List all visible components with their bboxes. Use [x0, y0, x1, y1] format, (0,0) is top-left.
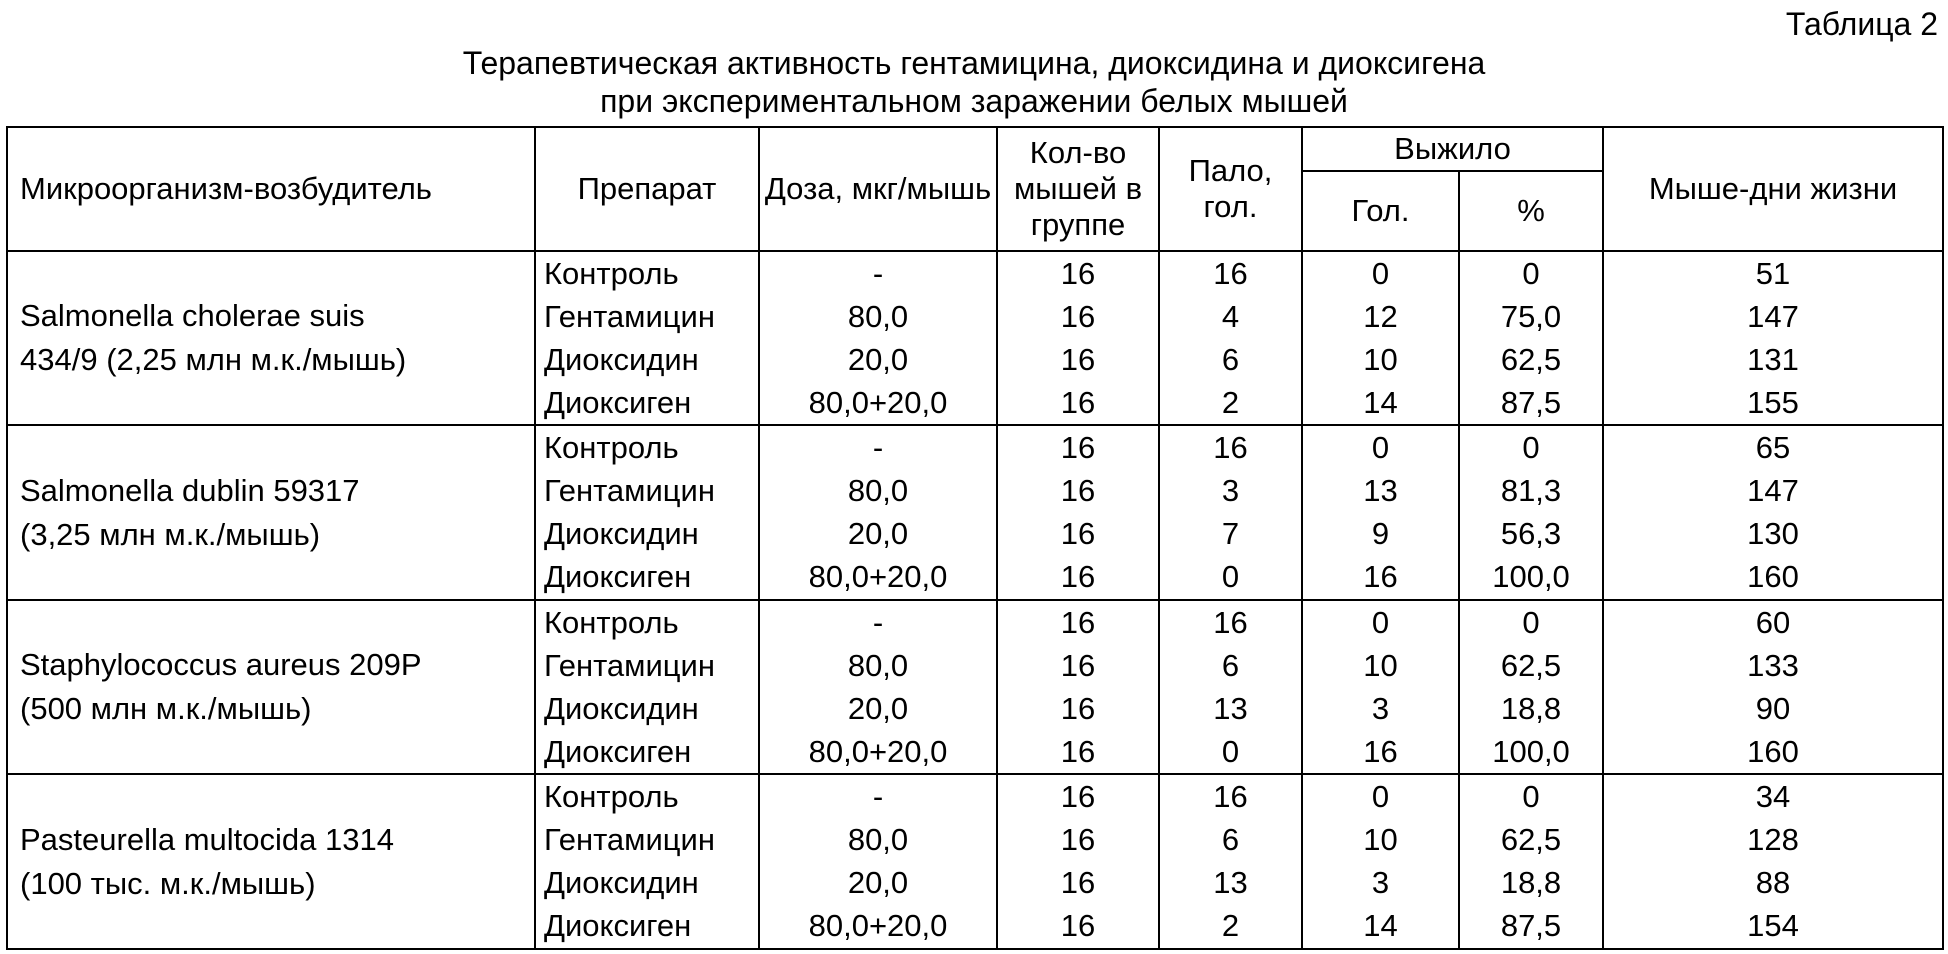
- dose-cell: 80,0: [759, 644, 997, 687]
- organism-cell: [7, 600, 535, 774]
- header-survived-heads: Гол.: [1302, 171, 1459, 251]
- count-cell: 16: [997, 905, 1159, 949]
- drug-cell: Гентамицин: [535, 470, 759, 513]
- drug-cell: Гентамицин: [535, 819, 759, 862]
- dose-cell: 80,0+20,0: [759, 730, 997, 774]
- organism-dose-info: (100 тыс. м.к./мышь): [20, 865, 316, 901]
- count-cell: 16: [997, 774, 1159, 818]
- drug-cell: Контроль: [535, 425, 759, 469]
- mouse-days-cell: 160: [1603, 556, 1943, 600]
- organism-dose-info: 434/9 (2,25 млн м.к./мышь): [20, 342, 407, 378]
- survived-heads-cell: 0: [1302, 774, 1459, 818]
- title-line-2: при экспериментальном заражении белых мышей: [600, 83, 1348, 119]
- drug-cell: Диоксиген: [535, 381, 759, 425]
- table-row: [7, 600, 1943, 644]
- died-cell: 16: [1159, 600, 1302, 644]
- mouse-days-cell: 154: [1603, 905, 1943, 949]
- count-cell: 16: [997, 470, 1159, 513]
- survived-percent-cell: 62,5: [1459, 338, 1603, 381]
- survived-percent-cell: 18,8: [1459, 862, 1603, 905]
- organism-name: Staphylococcus aureus 209P: [20, 647, 422, 683]
- count-cell: 16: [997, 513, 1159, 556]
- survived-percent-cell: 87,5: [1459, 905, 1603, 949]
- survived-percent-cell: 100,0: [1459, 730, 1603, 774]
- dose-cell: 20,0: [759, 338, 997, 381]
- drug-cell: Гентамицин: [535, 295, 759, 338]
- count-cell: 16: [997, 819, 1159, 862]
- count-cell: 16: [997, 730, 1159, 774]
- died-cell: 0: [1159, 556, 1302, 600]
- dose-cell: -: [759, 600, 997, 644]
- mouse-days-cell: 88: [1603, 862, 1943, 905]
- header-survived-percent: %: [1459, 171, 1603, 251]
- dose-cell: 80,0+20,0: [759, 556, 997, 600]
- drug-cell: Контроль: [535, 251, 759, 295]
- died-cell: 16: [1159, 251, 1302, 295]
- died-cell: 3: [1159, 470, 1302, 513]
- died-cell: 4: [1159, 295, 1302, 338]
- survived-percent-cell: 62,5: [1459, 819, 1603, 862]
- count-cell: 16: [997, 600, 1159, 644]
- survived-percent-cell: 100,0: [1459, 556, 1603, 600]
- mouse-days-cell: 65: [1603, 425, 1943, 469]
- mouse-days-cell: 147: [1603, 470, 1943, 513]
- drug-cell: Диоксидин: [535, 687, 759, 730]
- drug-cell: Диоксиген: [535, 556, 759, 600]
- organism-cell: [7, 774, 535, 949]
- survived-percent-cell: 0: [1459, 600, 1603, 644]
- mouse-days-cell: 34: [1603, 774, 1943, 818]
- organism-cell: [7, 251, 535, 425]
- drug-cell: Диоксидин: [535, 862, 759, 905]
- survived-heads-cell: 3: [1302, 862, 1459, 905]
- header-drug: Препарат: [535, 127, 759, 251]
- count-cell: 16: [997, 862, 1159, 905]
- dose-cell: 20,0: [759, 862, 997, 905]
- table-row: [7, 251, 1943, 295]
- organism-cell: [7, 425, 535, 599]
- died-cell: 13: [1159, 862, 1302, 905]
- survived-percent-cell: 87,5: [1459, 381, 1603, 425]
- count-cell: 16: [997, 425, 1159, 469]
- drug-cell: Гентамицин: [535, 644, 759, 687]
- died-cell: 6: [1159, 819, 1302, 862]
- mouse-days-cell: 133: [1603, 644, 1943, 687]
- died-cell: 16: [1159, 425, 1302, 469]
- mouse-days-cell: 128: [1603, 819, 1943, 862]
- survived-heads-cell: 10: [1302, 819, 1459, 862]
- died-cell: 2: [1159, 905, 1302, 949]
- dose-cell: 80,0: [759, 819, 997, 862]
- table-row: [7, 774, 1943, 818]
- dose-cell: -: [759, 425, 997, 469]
- died-cell: 16: [1159, 774, 1302, 818]
- survived-heads-cell: 14: [1302, 381, 1459, 425]
- organism-dose-info: (500 млн м.к./мышь): [20, 691, 312, 727]
- count-cell: 16: [997, 338, 1159, 381]
- results-table: [6, 126, 1944, 950]
- survived-heads-cell: 0: [1302, 600, 1459, 644]
- mouse-days-cell: 51: [1603, 251, 1943, 295]
- drug-cell: Диоксиген: [535, 730, 759, 774]
- dose-cell: 20,0: [759, 687, 997, 730]
- survived-heads-cell: 0: [1302, 425, 1459, 469]
- dose-cell: -: [759, 251, 997, 295]
- dose-cell: 80,0+20,0: [759, 381, 997, 425]
- header-mouse-days: Мыше-дни жизни: [1603, 127, 1943, 251]
- died-cell: 6: [1159, 644, 1302, 687]
- survived-percent-cell: 18,8: [1459, 687, 1603, 730]
- survived-percent-cell: 56,3: [1459, 513, 1603, 556]
- header-died: Пало, гол.: [1159, 127, 1302, 251]
- table-number: Таблица 2: [1785, 6, 1938, 42]
- survived-percent-cell: 81,3: [1459, 470, 1603, 513]
- dose-cell: 20,0: [759, 513, 997, 556]
- mouse-days-cell: 131: [1603, 338, 1943, 381]
- mouse-days-cell: 155: [1603, 381, 1943, 425]
- header-count: Кол-во мышей в группе: [997, 127, 1159, 251]
- survived-heads-cell: 0: [1302, 251, 1459, 295]
- survived-heads-cell: 14: [1302, 905, 1459, 949]
- dose-cell: -: [759, 774, 997, 818]
- survived-heads-cell: 12: [1302, 295, 1459, 338]
- drug-cell: Диоксидин: [535, 513, 759, 556]
- organism-name: Pasteurella multocida 1314: [20, 821, 394, 857]
- header-organism: Микроорганизм-возбудитель: [7, 127, 535, 251]
- count-cell: 16: [997, 251, 1159, 295]
- organism-dose-info: (3,25 млн м.к./мышь): [20, 516, 321, 552]
- died-cell: 0: [1159, 730, 1302, 774]
- survived-heads-cell: 10: [1302, 338, 1459, 381]
- survived-heads-cell: 3: [1302, 687, 1459, 730]
- organism-name: Salmonella cholerae suis: [20, 298, 365, 334]
- dose-cell: 80,0+20,0: [759, 905, 997, 949]
- mouse-days-cell: 90: [1603, 687, 1943, 730]
- drug-cell: Диоксиген: [535, 905, 759, 949]
- count-cell: 16: [997, 381, 1159, 425]
- survived-heads-cell: 9: [1302, 513, 1459, 556]
- dose-cell: 80,0: [759, 295, 997, 338]
- survived-heads-cell: 13: [1302, 470, 1459, 513]
- survived-percent-cell: 0: [1459, 251, 1603, 295]
- mouse-days-cell: 160: [1603, 730, 1943, 774]
- survived-percent-cell: 0: [1459, 774, 1603, 818]
- count-cell: 16: [997, 556, 1159, 600]
- table-row: [7, 425, 1943, 469]
- header-dose: Доза, мкг/мышь: [759, 127, 997, 251]
- dose-cell: 80,0: [759, 470, 997, 513]
- died-cell: 6: [1159, 338, 1302, 381]
- drug-cell: Диоксидин: [535, 338, 759, 381]
- mouse-days-cell: 130: [1603, 513, 1943, 556]
- mouse-days-cell: 147: [1603, 295, 1943, 338]
- survived-heads-cell: 10: [1302, 644, 1459, 687]
- count-cell: 16: [997, 687, 1159, 730]
- died-cell: 7: [1159, 513, 1302, 556]
- survived-heads-cell: 16: [1302, 556, 1459, 600]
- count-cell: 16: [997, 644, 1159, 687]
- drug-cell: Контроль: [535, 600, 759, 644]
- title-line-1: Терапевтическая активность гентамицина, диоксидина и диоксигена: [462, 45, 1486, 81]
- survived-percent-cell: 75,0: [1459, 295, 1603, 338]
- survived-heads-cell: 16: [1302, 730, 1459, 774]
- died-cell: 13: [1159, 687, 1302, 730]
- mouse-days-cell: 60: [1603, 600, 1943, 644]
- survived-percent-cell: 0: [1459, 425, 1603, 469]
- died-cell: 2: [1159, 381, 1302, 425]
- count-cell: 16: [997, 295, 1159, 338]
- survived-percent-cell: 62,5: [1459, 644, 1603, 687]
- drug-cell: Контроль: [535, 774, 759, 818]
- organism-name: Salmonella dublin 59317: [20, 472, 360, 508]
- table-title: [0, 44, 1948, 120]
- header-survived: Выжило: [1302, 127, 1603, 171]
